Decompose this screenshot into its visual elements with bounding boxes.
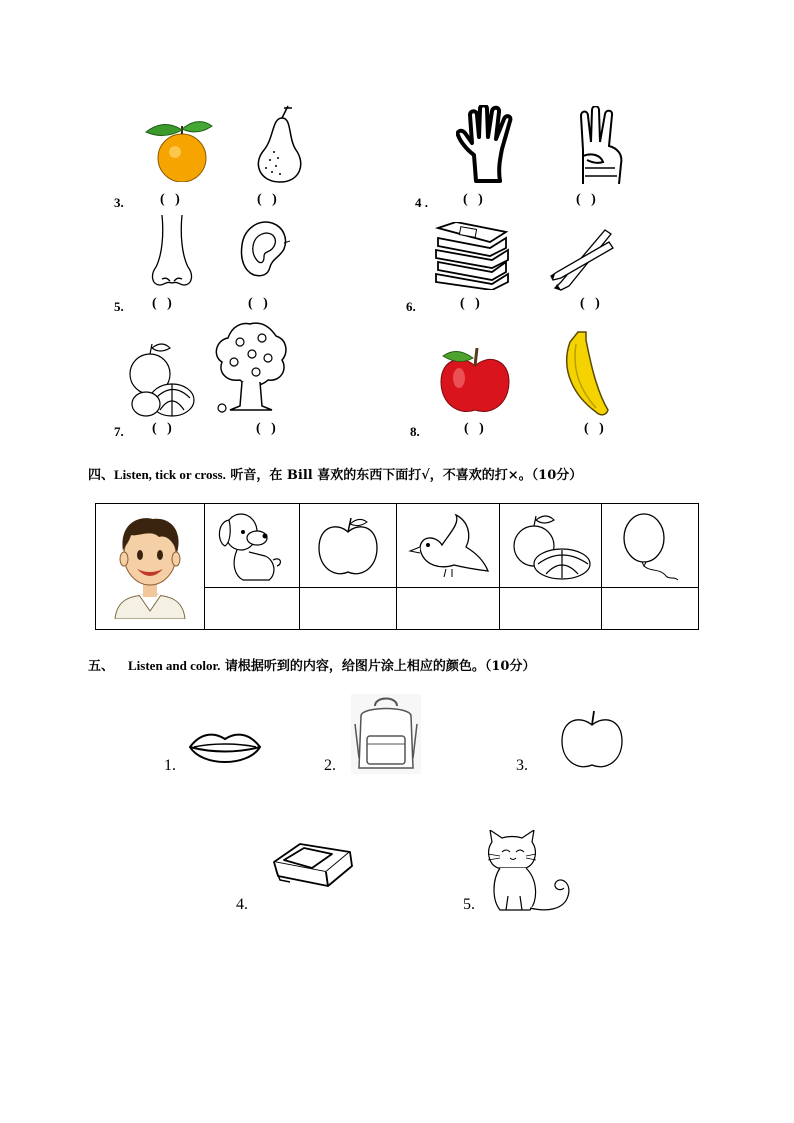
item-8-right-blank[interactable]: ( ) (584, 421, 604, 436)
section-4-heading (88, 464, 582, 483)
item-5-number: 5. (114, 299, 124, 314)
item-6-left-blank[interactable]: ( ) (460, 296, 480, 311)
puppy-cell (205, 504, 300, 588)
item-4-right-blank[interactable]: ( ) (576, 192, 596, 207)
item-3-right-blank[interactable]: ( ) (257, 192, 277, 207)
item-4-number: 4 . (415, 195, 428, 210)
section-5-title-cn: 请根据听到的内容，给图片涂上相应的颜色。（10分） (220, 659, 536, 674)
bill-cell (96, 504, 205, 630)
color-item-4-number: 4. (236, 896, 248, 913)
item-6-number: 6. (406, 299, 416, 314)
balloon-picture (602, 510, 698, 582)
item-3-number: 3. (114, 195, 124, 210)
answer-cell-puppy[interactable] (205, 588, 300, 630)
color-item-1-number: 1. (164, 757, 176, 774)
answer-cell-fruits[interactable] (500, 588, 602, 630)
item-8-number: 8. (410, 424, 420, 439)
item-4-left-blank[interactable]: ( ) (463, 192, 483, 207)
ear-picture (236, 219, 290, 279)
item-8-left-blank[interactable]: ( ) (464, 421, 484, 436)
apple-outline-picture (300, 514, 396, 578)
pear-picture (252, 104, 308, 184)
item-5-left-blank[interactable]: ( ) (152, 296, 172, 311)
color-item-3-number: 3. (516, 757, 528, 774)
balloon-cell (602, 504, 699, 588)
books-picture (432, 222, 510, 290)
answer-cell-balloon[interactable] (602, 588, 699, 630)
red-apple-picture (437, 344, 513, 416)
cat-picture[interactable] (486, 830, 580, 914)
item-7-left-blank[interactable]: ( ) (152, 421, 172, 436)
tick-cross-table (95, 503, 699, 630)
section-5-title-en: Listen and color. (128, 658, 221, 673)
hand-picture (456, 105, 528, 183)
section-4-title-en: Listen, tick or cross. (114, 467, 226, 482)
pencils-picture (547, 224, 617, 292)
section-4-marker: 四、 (88, 468, 115, 483)
item-3-left-blank[interactable]: ( ) (160, 192, 180, 207)
section-4-title-cn: 听音，在 Bill 喜欢的东西下面打√，不喜欢的打×。（10分） (225, 468, 583, 483)
fruits-picture (124, 340, 198, 418)
boy-bill-picture (96, 515, 204, 619)
item-7-number: 7. (114, 424, 124, 439)
pencil-sharpener-picture[interactable] (270, 840, 354, 888)
answer-cell-bird[interactable] (397, 588, 500, 630)
color-item-2-number: 2. (324, 757, 336, 774)
backpack-picture[interactable] (351, 694, 421, 774)
section-5-marker: 五、 (88, 659, 115, 674)
section-5-heading (88, 655, 535, 674)
apple-picture[interactable] (560, 709, 624, 771)
answer-cell-apple[interactable] (300, 588, 397, 630)
bird-cell (397, 504, 500, 588)
puppy-picture (205, 508, 299, 584)
item-6-right-blank[interactable]: ( ) (580, 296, 600, 311)
three-fingers-picture (575, 106, 627, 186)
color-item-5-number: 5. (463, 896, 475, 913)
item-7-right-blank[interactable]: ( ) (256, 421, 276, 436)
apple-cell (300, 504, 397, 588)
lips-picture[interactable] (188, 729, 262, 769)
item-5-right-blank[interactable]: ( ) (248, 296, 268, 311)
apple-tree-picture (210, 320, 290, 414)
nose-picture (148, 215, 196, 291)
bird-picture (397, 513, 499, 579)
fruits-outline-picture (500, 512, 601, 580)
banana-picture (556, 330, 612, 416)
orange-picture (144, 116, 214, 182)
fruits-cell (500, 504, 602, 588)
